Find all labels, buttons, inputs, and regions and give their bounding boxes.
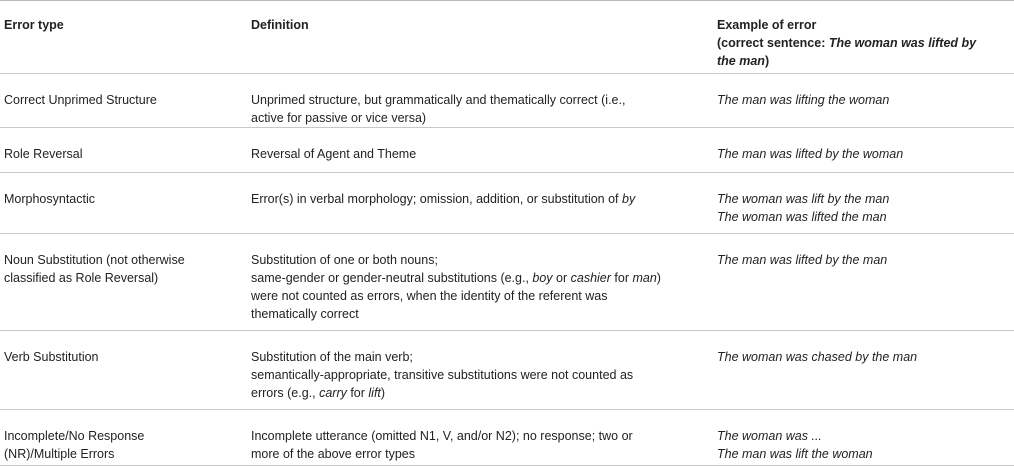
example-text: The woman was lifted the man — [717, 210, 887, 224]
header-example-line1: Example of error — [717, 18, 817, 32]
table-row — [0, 331, 1014, 410]
definition-text-part: errors (e.g., — [251, 386, 320, 400]
example-cell — [717, 145, 1007, 163]
definition-cell — [251, 190, 691, 208]
definition-text-part: for — [610, 271, 633, 285]
error-type-text: classified as Role Reversal) — [4, 271, 159, 285]
definition-text-part: or — [552, 271, 571, 285]
error-type-cell — [4, 145, 244, 163]
example-text: The woman was chased by the man — [717, 350, 918, 364]
example-text: The woman was lift by the man — [717, 192, 890, 206]
example-cell — [717, 190, 1007, 226]
error-type-text: Verb Substitution — [4, 350, 99, 364]
header-example-sentence-b: the man — [717, 54, 765, 68]
error-type-text: Role Reversal — [4, 147, 83, 161]
error-type-text: (NR)/Multiple Errors — [4, 447, 115, 461]
definition-text — [251, 269, 691, 287]
example-cell — [717, 91, 1007, 109]
table-row — [0, 234, 1014, 331]
header-example-prefix: (correct sentence: — [717, 36, 829, 50]
definition-text: Incomplete utterance (omitted N1, V, and/or N2); no response; two or — [251, 429, 633, 443]
definition-text: thematically correct — [251, 307, 359, 321]
table-row — [0, 173, 1014, 234]
header-example-sentence-a: The woman was lifted by — [828, 36, 977, 50]
table-row — [0, 128, 1014, 173]
definition-text: were not counted as errors, when the identity of the referent was — [251, 289, 608, 303]
definition-cell — [251, 427, 691, 463]
example-text: The man was lift the woman — [717, 447, 873, 461]
definition-text — [251, 190, 691, 208]
definition-text-italic: man — [632, 271, 657, 285]
error-type-cell — [4, 427, 244, 463]
header-example-suffix: ) — [764, 54, 770, 68]
error-type-text: Noun Substitution (not otherwise — [4, 253, 185, 267]
definition-text-part: ) — [380, 386, 386, 400]
definition-text: semantically-appropriate, transitive substitutions were not counted as — [251, 368, 634, 382]
example-text: The man was lifted by the man — [717, 253, 888, 267]
example-text: The woman was ... — [717, 429, 822, 443]
definition-text: Substitution of the main verb; — [251, 350, 413, 364]
error-type-text: Correct Unprimed Structure — [4, 93, 157, 107]
header-definition: Definition — [251, 18, 309, 32]
error-type-cell — [4, 251, 244, 287]
definition-text: more of the above error types — [251, 447, 415, 461]
definition-text: Reversal of Agent and Theme — [251, 147, 417, 161]
error-type-cell — [4, 91, 244, 109]
definition-text: Substitution of one or both nouns; — [251, 253, 438, 267]
definition-text — [251, 384, 691, 402]
header-example-line3 — [717, 52, 1007, 70]
definition-text-italic: by — [622, 192, 636, 206]
header-example — [717, 16, 1007, 70]
definition-text-italic: cashier — [570, 271, 611, 285]
definition-text-italic: lift — [368, 386, 381, 400]
definition-text-italic: boy — [532, 271, 553, 285]
example-text: The man was lifted by the woman — [717, 147, 904, 161]
definition-text: Unprimed structure, but grammatically and thematically correct (i.e., — [251, 93, 626, 107]
error-type-text: Morphosyntactic — [4, 192, 96, 206]
error-type-text: Incomplete/No Response — [4, 429, 145, 443]
definition-cell — [251, 251, 691, 323]
definition-cell — [251, 348, 691, 402]
error-type-cell — [4, 190, 244, 208]
example-cell — [717, 251, 1007, 269]
example-text: The man was lifting the woman — [717, 93, 890, 107]
definition-text: active for passive or vice versa) — [251, 111, 427, 125]
definition-cell — [251, 145, 691, 163]
definition-text-part: Error(s) in verbal morphology; omission, addition, or substitution of — [251, 192, 622, 206]
definition-text-italic: carry — [319, 386, 347, 400]
error-type-cell — [4, 348, 244, 366]
table-row — [0, 74, 1014, 128]
table-header-row — [0, 1, 1014, 74]
definition-text-part: for — [346, 386, 369, 400]
example-cell — [717, 348, 1007, 366]
definition-text-part: ) — [656, 271, 661, 285]
header-error-type: Error type — [4, 18, 64, 32]
definition-text-part: same-gender or gender-neutral substitutions (e.g., — [251, 271, 533, 285]
header-example-line2 — [717, 34, 1007, 52]
example-cell — [717, 427, 1007, 463]
table-row — [0, 410, 1014, 466]
definition-cell — [251, 91, 691, 127]
